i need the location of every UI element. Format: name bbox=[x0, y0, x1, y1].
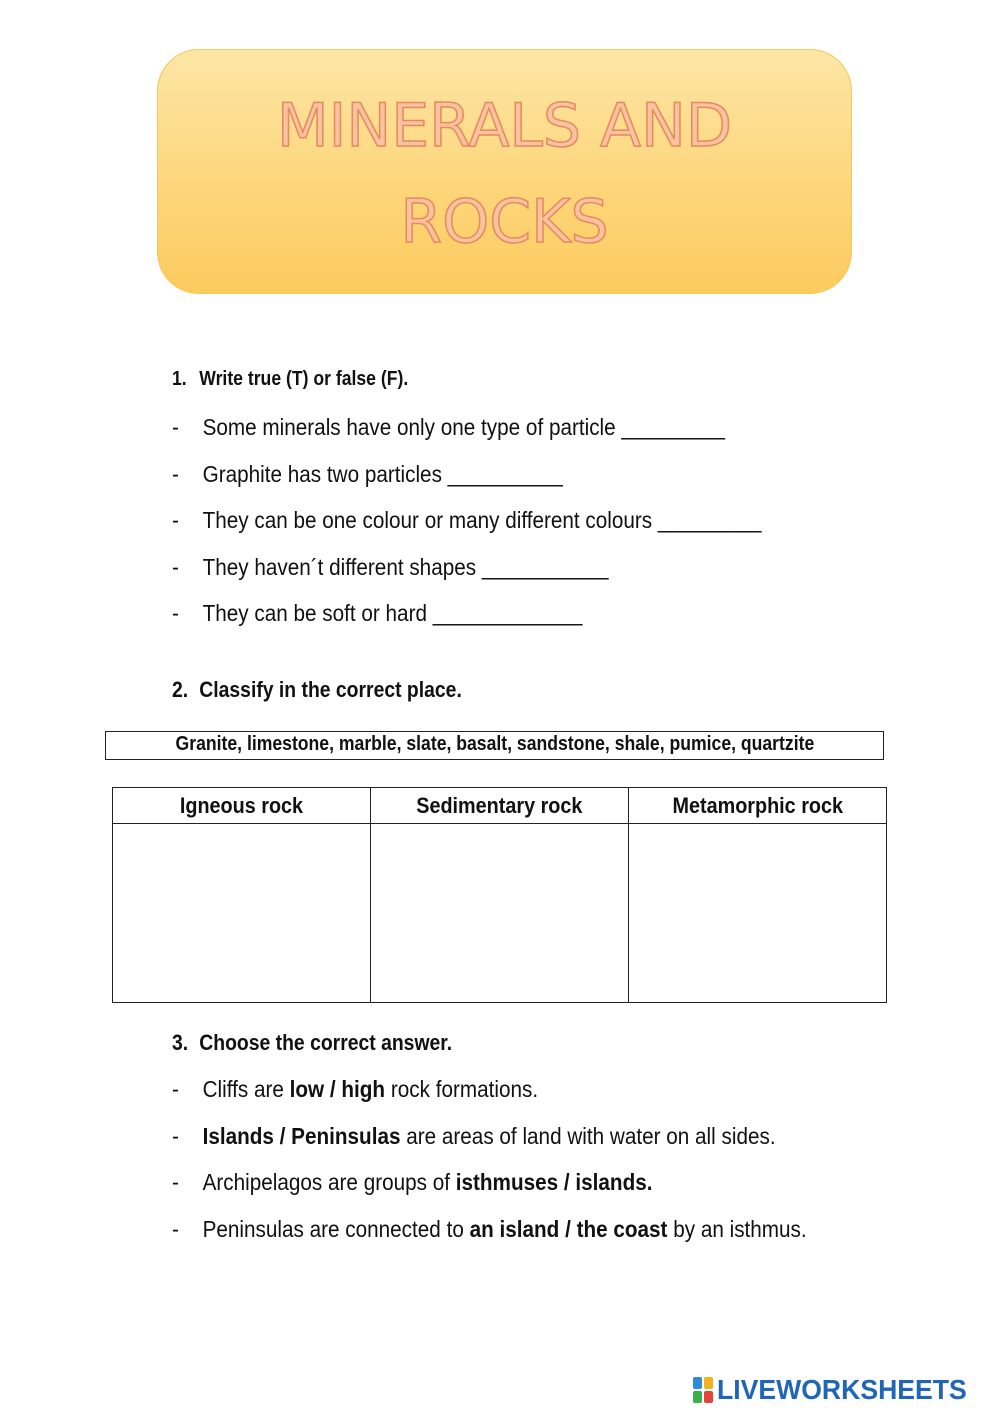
true-false-item: - They haven´t different shapes ___________ bbox=[172, 554, 609, 580]
choice-item: - Islands / Peninsulas are areas of land with water on all sides. bbox=[172, 1123, 776, 1149]
section-3-number: 3. bbox=[172, 1030, 189, 1055]
choice-options[interactable]: Islands / Peninsulas bbox=[202, 1123, 401, 1149]
choice-item: - Cliffs are low / high rock formations. bbox=[172, 1076, 539, 1102]
title-line-2: ROCKS bbox=[400, 187, 609, 257]
section-1-heading bbox=[172, 368, 408, 391]
classification-table bbox=[112, 787, 887, 1003]
section-1-title: Write true (T) or false (F). bbox=[199, 368, 409, 390]
column-header-sedimentary: Sedimentary rock bbox=[371, 788, 629, 824]
choice-options[interactable]: an island / the coast bbox=[469, 1216, 668, 1242]
section-3-heading bbox=[172, 1030, 452, 1056]
column-header-metamorphic: Metamorphic rock bbox=[629, 788, 887, 824]
word-bank: Granite, limestone, marble, slate, basalt, sandstone, shale, pumice, quartzite bbox=[105, 731, 884, 760]
section-2-title: Classify in the correct place. bbox=[199, 677, 462, 702]
title-line-1: MINERALS AND bbox=[276, 91, 733, 161]
liveworksheets-logo bbox=[692, 1375, 980, 1405]
true-false-item: - Graphite has two particles __________ bbox=[172, 461, 563, 487]
liveworksheets-logo-text: LIVEWORKSHEETS bbox=[717, 1374, 967, 1405]
igneous-answer-cell[interactable] bbox=[113, 824, 371, 1003]
section-2-heading bbox=[172, 677, 462, 703]
choice-item: - Archipelagos are groups of isthmuses / islands. bbox=[172, 1169, 653, 1195]
metamorphic-answer-cell[interactable] bbox=[629, 824, 887, 1003]
liveworksheets-logo-icon bbox=[692, 1376, 714, 1404]
title-banner bbox=[157, 49, 852, 294]
choice-item: - Peninsulas are connected to an island / the coast by an isthmus. bbox=[172, 1216, 807, 1242]
section-1-number: 1. bbox=[172, 368, 187, 390]
true-false-item: - They can be soft or hard _____________ bbox=[172, 600, 583, 626]
choice-options[interactable]: low / high bbox=[289, 1076, 386, 1102]
section-3-title: Choose the correct answer. bbox=[199, 1030, 453, 1055]
section-2-number: 2. bbox=[172, 677, 189, 702]
choice-options[interactable]: isthmuses / islands. bbox=[455, 1169, 653, 1195]
true-false-item: - They can be one colour or many different colours _________ bbox=[172, 507, 762, 533]
column-header-igneous: Igneous rock bbox=[113, 788, 371, 824]
sedimentary-answer-cell[interactable] bbox=[371, 824, 629, 1003]
true-false-item: - Some minerals have only one type of particle _________ bbox=[172, 414, 726, 440]
